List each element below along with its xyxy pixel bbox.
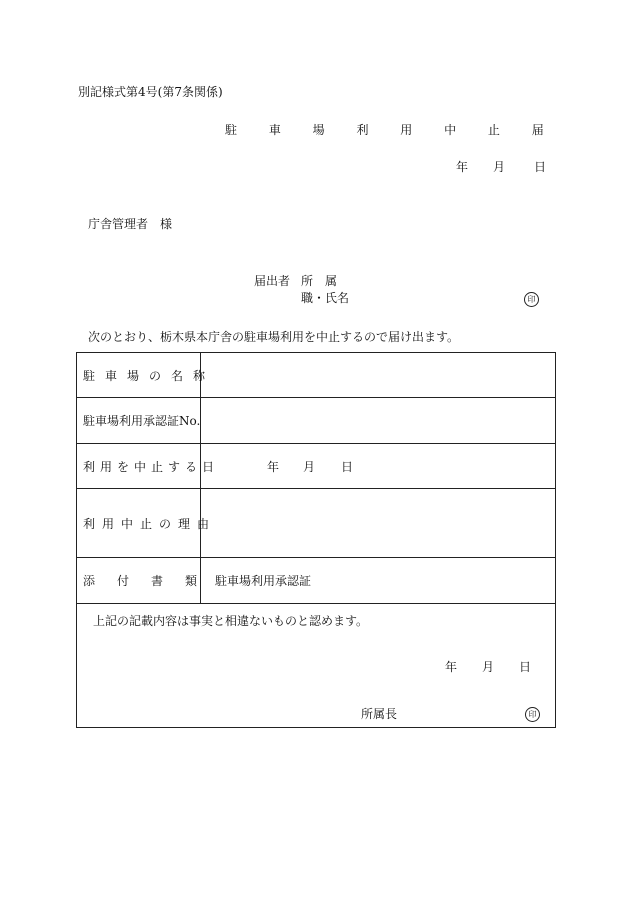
stop-date-month: 月	[303, 459, 316, 474]
reason-field[interactable]	[201, 489, 555, 557]
attachments-value: 駐車場利用承認証	[215, 574, 312, 588]
submission-date	[456, 161, 546, 173]
attachments-label: 添付書類	[77, 558, 201, 603]
department-label: 所属	[301, 274, 350, 288]
table-row-permit-number	[77, 398, 555, 444]
chief-label: 所属長	[361, 707, 398, 721]
cert-date-month: 月	[482, 660, 495, 674]
stop-date-day: 日	[341, 459, 354, 474]
submitter-label: 届出者	[254, 274, 291, 288]
parking-name-field[interactable]	[201, 353, 555, 397]
document-title: 駐 車 場 利 用 中 止 届	[225, 123, 558, 137]
permit-number-field[interactable]	[201, 398, 555, 443]
table-row-stop-date	[77, 444, 555, 489]
stop-date-field[interactable]	[201, 444, 555, 488]
date-year-label: 年	[456, 160, 469, 174]
permit-number-label: 駐車場利用承認証No.	[77, 398, 201, 443]
parking-name-label: 駐車場の名称	[77, 353, 201, 397]
reason-label: 利用中止の理由	[77, 489, 201, 557]
position-name-label: 職・氏名	[301, 291, 350, 305]
table-row-parking-name	[77, 353, 555, 398]
submitter-seal-icon: 印	[524, 292, 539, 307]
form-table	[76, 352, 556, 604]
form-number: 別記様式第4号(第7条関係)	[78, 85, 223, 99]
date-day-label: 日	[534, 160, 547, 174]
cert-date-year: 年	[445, 660, 458, 674]
date-month-label: 月	[493, 160, 506, 174]
certification-date	[445, 661, 531, 673]
stop-date-label: 利用を中止する日	[77, 444, 201, 488]
addressee: 庁舎管理者 様	[88, 217, 173, 231]
cert-date-day: 日	[519, 660, 532, 674]
chief-seal-icon: 印	[525, 707, 540, 722]
table-row-attachments	[77, 558, 555, 603]
intro-text: 次のとおり、栃木県本庁舎の駐車場利用を中止するので届け出ます。	[88, 330, 460, 344]
table-row-reason	[77, 489, 555, 558]
stop-date-year: 年	[267, 459, 280, 474]
certification-text: 上記の記載内容は事実と相違ないものと認めます。	[93, 614, 369, 628]
certification-box	[76, 603, 556, 728]
